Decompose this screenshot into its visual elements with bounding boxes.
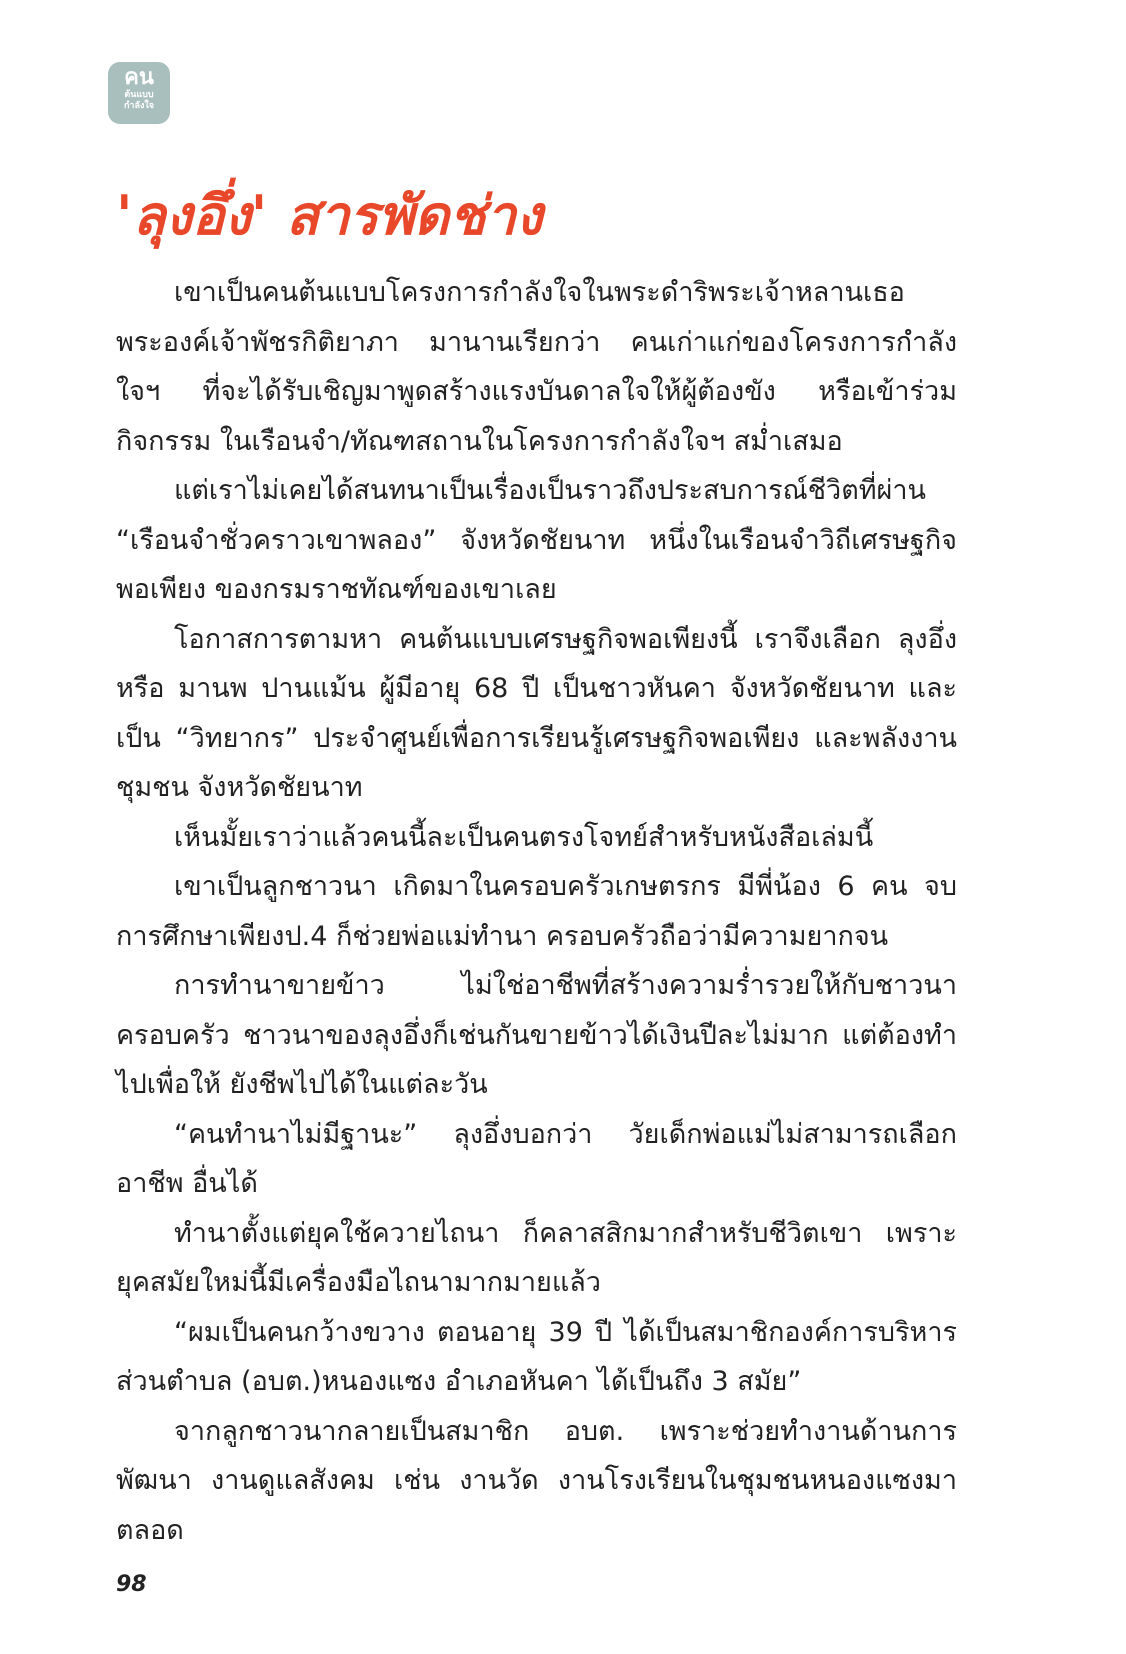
logo-sub-text-1: ต้นแบบ — [124, 90, 154, 100]
paragraph: จากลูกชาวนากลายเป็นสมาชิก อบต. เพราะช่วยทำงานด้านการพัฒนา งานดูแลสังคม เช่น งานวัด งานโรงเรียนในชุมชนหนองแซงมาตลอด — [116, 1415, 957, 1546]
chapter-title: 'ลุงอึ่ง' สารพัดช่าง — [116, 184, 543, 247]
paragraph: ทำนาตั้งแต่ยุคใช้ควายไถนา ก็คลาสสิกมากสำหรับชีวิตเขา เพราะ ยุคสมัยใหม่นี้มีเครื่องมือไถนามากมายแล้ว — [116, 1217, 957, 1298]
paragraph: “คนทำนาไม่มีฐานะ” ลุงอึ่งบอกว่า วัยเด็กพ่อแม่ไม่สามารถเลือกอาชีพ อื่นได้ — [116, 1118, 957, 1199]
page-number: 98 — [116, 1572, 147, 1597]
logo-main-text: คน — [124, 65, 154, 90]
paragraph: เขาเป็นลูกชาวนา เกิดมาในครอบครัวเกษตรกร มีพี่น้อง 6 คน จบการศึกษาเพียงป.4 ก็ช่วยพ่อแม่ทำนา ครอบครัวถือว่ามีความยากจน — [116, 871, 957, 952]
paragraph: แต่เราไม่เคยได้สนทนาเป็นเรื่องเป็นราวถึงประสบการณ์ชีวิตที่ผ่าน “เรือนจำชั่วคราวเขาพลอง” จังหวัดชัยนาท หนึ่งในเรือนจำวิถีเศรษฐกิจพอเพียง ของกรมราชทัณฑ์ของเขาเลย — [116, 475, 957, 605]
article-body — [116, 268, 957, 1555]
paragraph: “ผมเป็นคนกว้างขวาง ตอนอายุ 39 ปี ได้เป็นสมาชิกองค์การบริหาร ส่วนตำบล (อบต.)หนองแซง อำเภอหันคา ได้เป็นถึง 3 สมัย” — [116, 1316, 957, 1397]
paragraph: เขาเป็นคนต้นแบบโครงการกำลังใจในพระดำริพระเจ้าหลานเธอ พระองค์เจ้าพัชรกิติยาภา มานานเรียกว่า คนเก่าแก่ของโครงการกำลังใจฯ ที่จะได้รับเชิญมาพูดสร้างแรงบันดาลใจให้ผู้ต้องขัง หรือเข้าร่วมกิจกรรม ในเรือนจำ/ทัณฑสถานในโครงการกำลังใจฯ สม่ำเสมอ — [116, 277, 957, 457]
paragraph: การทำนาขายข้าว ไม่ใช่อาชีพที่สร้างความร่ำรวยให้กับชาวนา ครอบครัว ชาวนาของลุงอึ่งก็เช่นกันขายข้าวได้เงินปีละไม่มาก แต่ต้องทำไปเพื่อให้ ยังชีพไปได้ในแต่ละวัน — [116, 970, 957, 1100]
logo-sub-text-2: กำลังใจ — [123, 101, 155, 111]
book-logo-badge — [108, 62, 170, 124]
paragraph: โอกาสการตามหา คนต้นแบบเศรษฐกิจพอเพียงนี้ เราจึงเลือก ลุงอึ่ง หรือ มานพ ปานแม้น ผู้มีอายุ 68 ปี เป็นชาวหันคา จังหวัดชัยนาท และเป็น “วิทยากร” ประจำศูนย์เพื่อการเรียนรู้เศรษฐกิจพอเพียง และพลังงานชุมชน จังหวัดชัยนาท — [116, 623, 957, 803]
paragraph: เห็นมั้ยเราว่าแล้วคนนี้ละเป็นคนตรงโจทย์สำหรับหนังสือเล่มนี้ — [174, 821, 874, 853]
